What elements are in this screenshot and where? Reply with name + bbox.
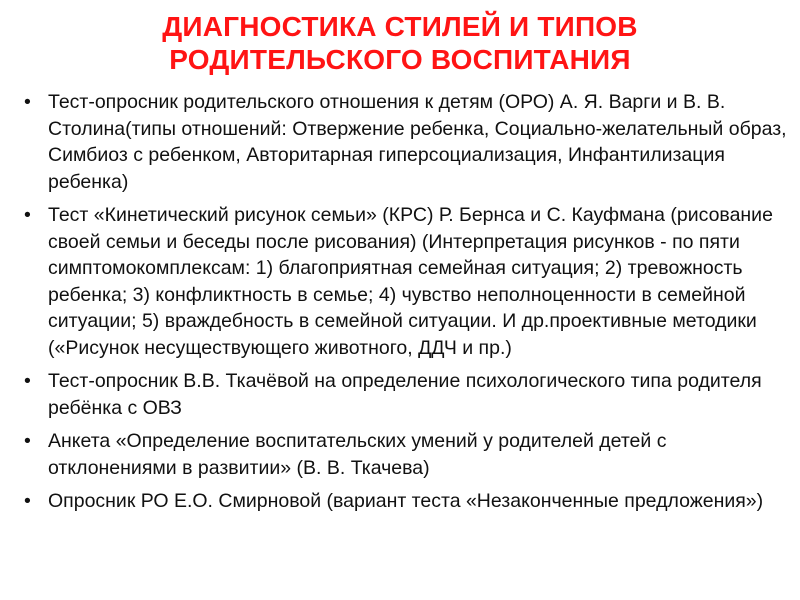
bullet-item-oro-test: [20, 89, 792, 195]
slide-title-line-2: РОДИТЕЛЬСКОГО ВОСПИТАНИЯ: [169, 44, 631, 75]
bullet-icon: •: [24, 490, 31, 512]
bullet-icon: •: [24, 370, 31, 392]
slide-title-line-1: ДИАГНОСТИКА СТИЛЕЙ И ТИПОВ: [162, 11, 638, 42]
bullet-item-tkacheva-test: [20, 368, 792, 421]
slide-title: [0, 10, 800, 76]
bullet-item-questionnaire: [20, 428, 792, 481]
bullet-item-krs-test: [20, 202, 792, 361]
bullet-list: [20, 89, 792, 522]
bullet-icon: •: [24, 430, 31, 452]
bullet-icon: •: [24, 204, 31, 226]
bullet-text: Тест-опросник В.В. Ткачёвой на определение психологического типа родителя ребёнка с ОВЗ: [48, 370, 762, 419]
bullet-icon: •: [24, 91, 31, 113]
bullet-text: Тест «Кинетический рисунок семьи» (КРС) Р. Бернса и С. Кауфмана (рисование своей семьи и беседы после рисования) (Интерпретация рисунков - по пяти симптомокомплексам: 1) благоприятная семейная ситуация; 2) тревожность ребенка; 3) конфликтность в семье; 4) чувство неполноценности в семейной ситуации; 5) враждебность в семейной ситуации. И др.проективные методики («Рисунок несуществующего животного, ДДЧ и пр.): [48, 204, 773, 359]
bullet-text: Анкета «Определение воспитательских умений у родителей детей с отклонениями в развитии» (В. В. Ткачева): [48, 430, 667, 479]
bullet-text: Тест-опросник родительского отношения к детям (ОРО) А. Я. Варги и В. В. Столина(типы отношений: Отвержение ребенка, Социально-желательный образ, Симбиоз с ребенком, Авторитарная гиперсоциализация, Инфантилизация ребенка): [48, 91, 787, 193]
bullet-text: Опросник РО Е.О. Смирновой (вариант теста «Незаконченные предложения»): [48, 490, 764, 512]
bullet-item-smirnova-test: [20, 488, 792, 515]
